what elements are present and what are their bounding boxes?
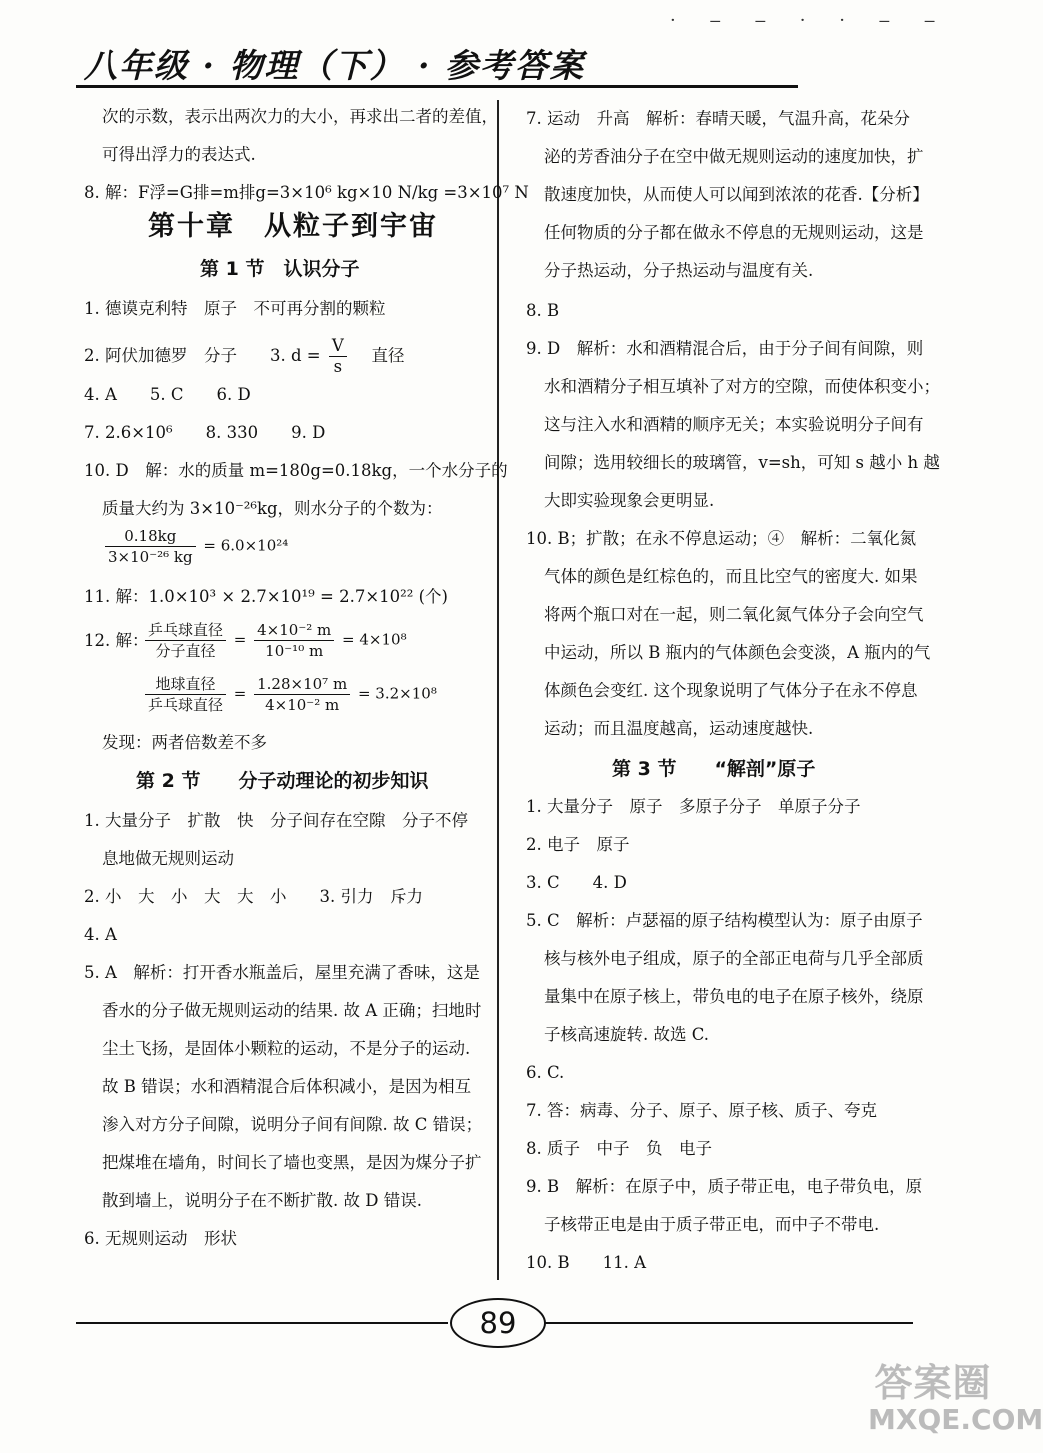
watermark-text: 答案圈 xyxy=(874,1361,992,1405)
answer-line: 11. 解：1.0×10³ × 2.7×10¹⁹ = 2.7×10²² (个) xyxy=(84,587,448,606)
fraction-denominator: 乒乓球直径 xyxy=(148,696,224,714)
answer-line: 1. 大量分子 原子 多原子分子 单原子分子 xyxy=(526,797,861,816)
answer-line: 子核带正电是由于质子带正电，而中子不带电. xyxy=(544,1215,880,1234)
fraction-numerator: 乒乓球直径 xyxy=(145,620,226,641)
answer-line xyxy=(84,336,405,377)
answer-line: 7. 运动 升高 解析：春晴天暖，气温升高，花朵分 xyxy=(526,109,910,128)
fraction-numerator: 地球直径 xyxy=(145,674,226,695)
fraction-numerator: 1.28×10⁷ m xyxy=(254,674,350,695)
fraction-v-over-s xyxy=(329,336,347,377)
answer-line: 散到墙上，说明分子在不断扩散. 故 D 错误. xyxy=(102,1191,422,1210)
answer-line: 息地做无规则运动 xyxy=(102,849,234,868)
answer-line: 这与注入水和酒精的顺序无关；本实验说明分子间有 xyxy=(544,415,924,434)
answer-line: 7. 2.6×10⁶ 8. 330 9. D xyxy=(84,423,326,442)
answer-line: 3. C 4. D xyxy=(526,873,627,892)
answer-line: 2. 电子 原子 xyxy=(526,835,630,854)
formula-molecule-count xyxy=(102,526,288,567)
answer-line: 9. D 解析：水和酒精混合后，由于分子间有间隙，则 xyxy=(526,339,924,358)
formula-ratio-1: $\frac{\text{乒乓球直径}}{\text{分子直径}}$ = $\frac{\text{4×10⁻² m}}{\text{10⁻¹⁰ m}}$ = 4×10⁸ xyxy=(142,620,407,661)
header-decoration: · ‒ ‒ · · ‒ ‒ xyxy=(670,10,950,31)
header-rule xyxy=(76,85,798,88)
fraction-denominator: 分子直径 xyxy=(155,642,216,660)
formula-result: = 6.0×10²⁴ xyxy=(203,536,289,555)
page-header-title: 八年级 · 物理（下） · 参考答案 xyxy=(84,46,585,85)
answer-line: 1. 德谟克利特 原子 不可再分割的颗粒 xyxy=(84,299,386,318)
answer-line: 2. 小 大 小 大 大 小 3. 引力 斥力 xyxy=(84,887,423,906)
answer-line: 故 B 错误；水和酒精混合后体积减小，是因为相互 xyxy=(102,1077,472,1096)
fraction xyxy=(254,620,334,661)
fraction xyxy=(254,674,350,715)
answer-line: 4. A xyxy=(84,925,117,944)
answer-line: 7. 答：病毒、分子、原子、原子核、质子、夸克 xyxy=(526,1101,877,1120)
column-divider xyxy=(497,100,499,1280)
answer-line: 分子热运动，分子热运动与温度有关. xyxy=(544,261,814,280)
answer-12-label: 12. 解： xyxy=(84,631,149,650)
answer-line: 香水的分子做无规则运动的结果. 故 A 正确；扫地时 xyxy=(102,1001,482,1020)
answer-text: 直径 xyxy=(355,346,405,365)
section-title-1: 第 1 节 认识分子 xyxy=(200,258,360,280)
answer-line: 8. B xyxy=(526,301,560,320)
fraction-numerator: 4×10⁻² m xyxy=(254,620,334,641)
answer-line: 运动；而且温度越高，运动速度越快. xyxy=(544,719,814,738)
answer-line: 中运动，所以 B 瓶内的气体颜色会变淡，A 瓶内的气 xyxy=(544,643,931,662)
answer-line: 把煤堆在墙角，时间长了墙也变黑，是因为煤分子扩 xyxy=(102,1153,482,1172)
section-title-3: 第 3 节 “解剖”原子 xyxy=(612,758,816,780)
answer-line: 体颜色会变红. 这个现象说明了气体分子在永不停息 xyxy=(544,681,918,700)
watermark-logo xyxy=(868,1352,1043,1447)
fraction xyxy=(145,674,226,715)
answer-line: 量集中在原子核上，带负电的电子在原子核外，绕原 xyxy=(544,987,924,1006)
answer-line: 泌的芳香油分子在空中做无规则运动的速度加快，扩 xyxy=(544,147,924,166)
answer-line: 5. A 解析：打开香水瓶盖后，屋里充满了香味，这是 xyxy=(84,963,480,982)
answer-line: 5. C 解析：卢瑟福的原子结构模型认为：原子由原子 xyxy=(526,911,923,930)
answer-line: 9. B 解析：在原子中，质子带正电，电子带负电，原 xyxy=(526,1177,923,1196)
footer-rule xyxy=(545,1322,913,1324)
answer-line: 10. D 解：水的质量 m=180g=0.18kg，一个水分子的 xyxy=(84,461,508,480)
formula-ratio-2: $\frac{\text{地球直径}}{\text{乒乓球直径}}$ = $\frac{\text{1.28×10⁷ m}}{\text{4×10⁻² m}}$ = 3.2×10⁸ xyxy=(142,674,437,715)
answer-line: 质量大约为 3×10⁻²⁶kg，则水分子的个数为： xyxy=(102,499,443,518)
answer-line: 6. C. xyxy=(526,1063,565,1082)
chapter-title: 第十章 从粒子到宇宙 xyxy=(148,211,438,242)
page-number: 89 xyxy=(450,1298,546,1348)
answer-line: 6. 无规则运动 形状 xyxy=(84,1229,237,1248)
fraction-denominator: 4×10⁻² m xyxy=(265,696,340,714)
answer-line: 10. B 11. A xyxy=(526,1253,647,1272)
answer-line: 8. 质子 中子 负 电子 xyxy=(526,1139,712,1158)
watermark-url: MXQE.COM xyxy=(868,1403,1043,1436)
fraction-denominator: 3×10⁻²⁶ kg xyxy=(108,548,193,566)
text-line: 次的示数，表示出两次力的大小，再求出二者的差值， xyxy=(102,107,498,126)
answer-line: 4. A 5. C 6. D xyxy=(84,385,251,404)
answer-line: 大即实验现象会更明显. xyxy=(544,491,715,510)
formula-result: = 4×10⁸ xyxy=(342,630,407,649)
footer-rule xyxy=(76,1322,448,1324)
answer-line: 10. B；扩散；在永不停息运动；④ 解析：二氧化氮 xyxy=(526,529,917,548)
answer-line: 发现：两者倍数差不多 xyxy=(102,733,267,752)
answer-8-float: 8. 解：F浮=G排=m排g=3×10⁶ kg×10 N/kg =3×10⁷ N xyxy=(84,183,529,202)
fraction-denominator: 10⁻¹⁰ m xyxy=(265,642,324,660)
fraction-denominator: s xyxy=(333,357,343,376)
answer-line: 将两个瓶口对在一起，则二氧化氮气体分子会向空气 xyxy=(544,605,924,624)
fraction xyxy=(105,526,196,567)
answer-line: 渗入对方分子间隙，说明分子间有间隙. 故 C 错误； xyxy=(102,1115,483,1134)
answer-line: 水和酒精分子相互填补了对方的空隙，而使体积变小； xyxy=(544,377,940,396)
answer-line: 尘土飞扬，是固体小颗粒的运动，不是分子的运动. xyxy=(102,1039,471,1058)
answer-line: 散速度加快，从而使人可以闻到浓浓的花香.【分析】 xyxy=(544,185,929,204)
fraction-numerator: V xyxy=(329,336,347,357)
section-title-2: 第 2 节 分子动理论的初步知识 xyxy=(136,770,429,792)
answer-line: 气体的颜色是红棕色的，而且比空气的密度大. 如果 xyxy=(544,567,918,586)
answer-text: 2. 阿伏加德罗 分子 3. d = xyxy=(84,346,321,365)
answer-line: 任何物质的分子都在做永不停息的无规则运动，这是 xyxy=(544,223,924,242)
fraction xyxy=(145,620,226,661)
answer-line: 子核高速旋转. 故选 C. xyxy=(544,1025,710,1044)
answer-line: 核与核外电子组成，原子的全部正电荷与几乎全部质 xyxy=(544,949,924,968)
answer-line: 1. 大量分子 扩散 快 分子间存在空隙 分子不停 xyxy=(84,811,468,830)
formula-result: = 3.2×10⁸ xyxy=(357,684,437,703)
answer-line: 间隙；选用较细长的玻璃管，v=sh，可知 s 越小 h 越 xyxy=(544,453,940,472)
fraction-numerator: 0.18kg xyxy=(105,526,196,547)
text-line: 可得出浮力的表达式. xyxy=(102,145,256,164)
